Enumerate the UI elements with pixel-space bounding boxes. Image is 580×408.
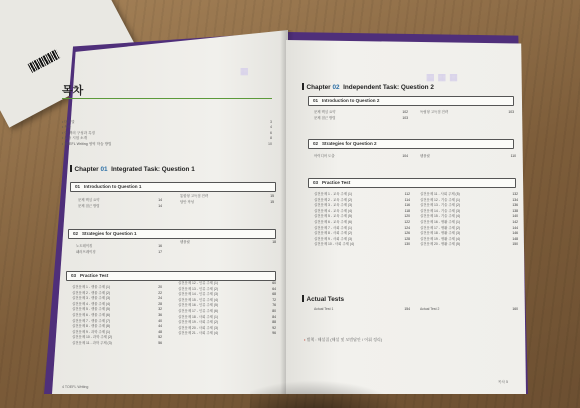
watermark-left: ▦ [240, 66, 249, 76]
entry-list [420, 110, 514, 116]
toc-entry: 실전문제 15 - 기술 주제 (4) 140 [420, 214, 518, 219]
toc-entry: 실전문제 7 - 생물 주제 (7) 40 [72, 318, 162, 323]
intro-item: • 이 책의 구성과 특징 6 [62, 130, 272, 135]
toc-entry: 실전문제 20 - 생활 주제 (5) 150 [420, 242, 518, 247]
toc-entry: 문제 접근 방법 14 [78, 203, 162, 208]
section-box [308, 178, 516, 188]
toc-entry: 실전문제 4 - 교육 주제 (4) 118 [314, 208, 410, 213]
toc-entry: 실전문제 14 - 인류 주제 (3) 68 [178, 292, 276, 297]
toc-entry: 실전문제 20 - 사회 주제 (3) 92 [178, 325, 276, 330]
toc-entry: 실전문제 17 - 생활 주제 (2) 144 [420, 225, 518, 230]
toc-entry: 템플릿 18 [180, 240, 276, 244]
toc-entry: 실전문제 2 - 생물 주제 (2) 22 [72, 290, 162, 295]
section-box [68, 229, 276, 239]
intro-item: • 토플 시험 소개 8 [62, 136, 272, 141]
toc-entry: 답안 작성 15 [180, 199, 274, 204]
entry-list [72, 285, 162, 347]
toc-entry: 실전문제 10 - 사회 주제 (4) 130 [314, 242, 410, 247]
toc-entry: 실전문제 5 - 교육 주제 (5) 120 [314, 214, 410, 219]
section-header: 02 Strategies for Question 1 [68, 229, 276, 239]
toc-entry: 실전문제 13 - 기술 주제 (2) 136 [420, 203, 518, 208]
toc-entry: 실전문제 17 - 인류 주제 (6) 80 [178, 308, 276, 313]
toc-entry: 실전문제 15 - 인류 주제 (4) 72 [178, 297, 276, 302]
supplement-note: • 별책 : 해설집 (해설 및 모범답안 / 어휘 정리) [304, 337, 383, 342]
toc-entry: 실전문제 5 - 생물 주제 (5) 32 [72, 307, 162, 312]
toc-entry: 템플릿 110 [420, 154, 516, 158]
watermark-right: ▦ ▦ ▦ [426, 72, 459, 82]
section-header: 01 Introduction to Question 2 [308, 96, 514, 106]
toc-entry: 독립형 고득점 전략 103 [420, 110, 514, 114]
entry-list [314, 192, 410, 248]
toc-entry: 실전문제 11 - 과학 주제 (3) 56 [72, 340, 162, 345]
toc-entry: 실전문제 9 - 사회 주제 (3) 128 [314, 236, 410, 241]
chapter-heading-left: Chapter 01 Integrated Task: Question 1 [70, 165, 195, 173]
toc-entry: 실전문제 1 - 교육 주제 (1) 112 [314, 192, 410, 196]
toc-entry: 실전문제 4 - 생물 주제 (4) 28 [72, 301, 162, 306]
page-title: 목차 [62, 85, 84, 97]
toc-entry: 아이디어 도출 104 [314, 154, 408, 158]
entry-list [314, 154, 408, 160]
intro-item: • 머리말 3 [62, 120, 272, 124]
entry-list [180, 240, 276, 246]
toc-entry: 실전문제 21 - 사회 주제 (4) 96 [178, 331, 276, 336]
toc-entry: 실전문제 3 - 교육 주제 (3) 116 [314, 203, 410, 208]
toc-entry: 노트테이킹 16 [76, 244, 162, 248]
intro-item: • TOEFL Writing 영역 학습 방법 10 [62, 141, 272, 146]
toc-entry: 실전문제 2 - 교육 주제 (2) 114 [314, 197, 410, 202]
entry-list [420, 192, 518, 248]
entry-list [76, 244, 162, 255]
toc-entry: 실전문제 8 - 생물 주제 (8) 44 [72, 324, 162, 329]
page-footer-left: 4 TOEFL Writing [62, 385, 89, 389]
toc-entry: 실전문제 16 - 인류 주제 (5) 76 [178, 303, 276, 308]
toc-entry: 실전문제 19 - 사회 주제 (2) 88 [178, 320, 276, 325]
toc-entry: 실전문제 13 - 인류 주제 (2) 64 [178, 286, 276, 291]
toc-entry: 실전문제 6 - 생물 주제 (6) 36 [72, 312, 162, 317]
entry-list [420, 307, 518, 313]
toc-entry: 문제 접근 방법 103 [314, 115, 408, 120]
toc-entry: Actual Test 2 160 [420, 307, 518, 311]
hand-shadow [250, 380, 410, 408]
intro-item: • 목차 4 [62, 125, 272, 130]
toc-entry: 실전문제 18 - 사회 주제 (1) 84 [178, 314, 276, 319]
section-header: 03 Practice Test [308, 178, 516, 188]
toc-entry: 실전문제 6 - 교육 주제 (6) 122 [314, 219, 410, 224]
section-box [308, 96, 514, 106]
intro-list [62, 120, 272, 147]
entry-list [314, 110, 408, 121]
toc-entry: 실전문제 10 - 과학 주제 (2) 52 [72, 335, 162, 340]
toc-entry: 실전문제 8 - 사회 주제 (2) 126 [314, 231, 410, 236]
section-box [70, 182, 276, 192]
toc-entry: 실전문제 19 - 생활 주제 (4) 148 [420, 236, 518, 241]
entry-list [178, 281, 276, 337]
toc-entry: 실전문제 1 - 생물 주제 (1) 20 [72, 285, 162, 289]
toc-entry: 실전문제 18 - 생활 주제 (3) 146 [420, 231, 518, 236]
section-header: 02 Strategies for Question 2 [308, 139, 514, 149]
toc-entry: 실전문제 9 - 과학 주제 (1) 48 [72, 329, 162, 334]
toc-entry: 실전문제 3 - 생물 주제 (3) 24 [72, 296, 162, 301]
section-box [66, 271, 276, 281]
toc-entry: 실전문제 7 - 사회 주제 (1) 124 [314, 225, 410, 230]
toc-entry: 실전문제 12 - 인류 주제 (1) 60 [178, 281, 276, 285]
toc-entry: 실전문제 14 - 기술 주제 (3) 138 [420, 208, 518, 213]
chapter-heading-right: Chapter 02 Independent Task: Question 2 [302, 83, 434, 91]
toc-entry: 실전문제 12 - 기술 주제 (1) 134 [420, 197, 518, 202]
actual-tests-heading: Actual Tests [302, 295, 344, 303]
section-header: 03 Practice Test [66, 271, 276, 281]
toc-entry: 문제 핵심 요약 102 [314, 110, 408, 114]
title-rule [62, 98, 272, 99]
toc-entry: 실전문제 11 - 사회 주제 (5) 132 [420, 192, 518, 196]
toc-entry: 통합형 고득점 전략 15 [180, 194, 274, 198]
entry-list [180, 194, 274, 205]
toc-entry: 실전문제 16 - 생활 주제 (1) 142 [420, 219, 518, 224]
entry-list [420, 154, 516, 160]
section-header: 01 Introduction to Question 1 [70, 182, 276, 192]
entry-list [314, 307, 410, 313]
section-box [308, 139, 514, 149]
entry-list [78, 198, 162, 209]
toc-entry: Actual Test 1 154 [314, 307, 410, 311]
toc-entry: 패러프레이징 17 [76, 249, 162, 254]
toc-entry: 문제 핵심 요약 14 [78, 198, 162, 202]
page-footer-right: 목차 5 [498, 380, 508, 384]
